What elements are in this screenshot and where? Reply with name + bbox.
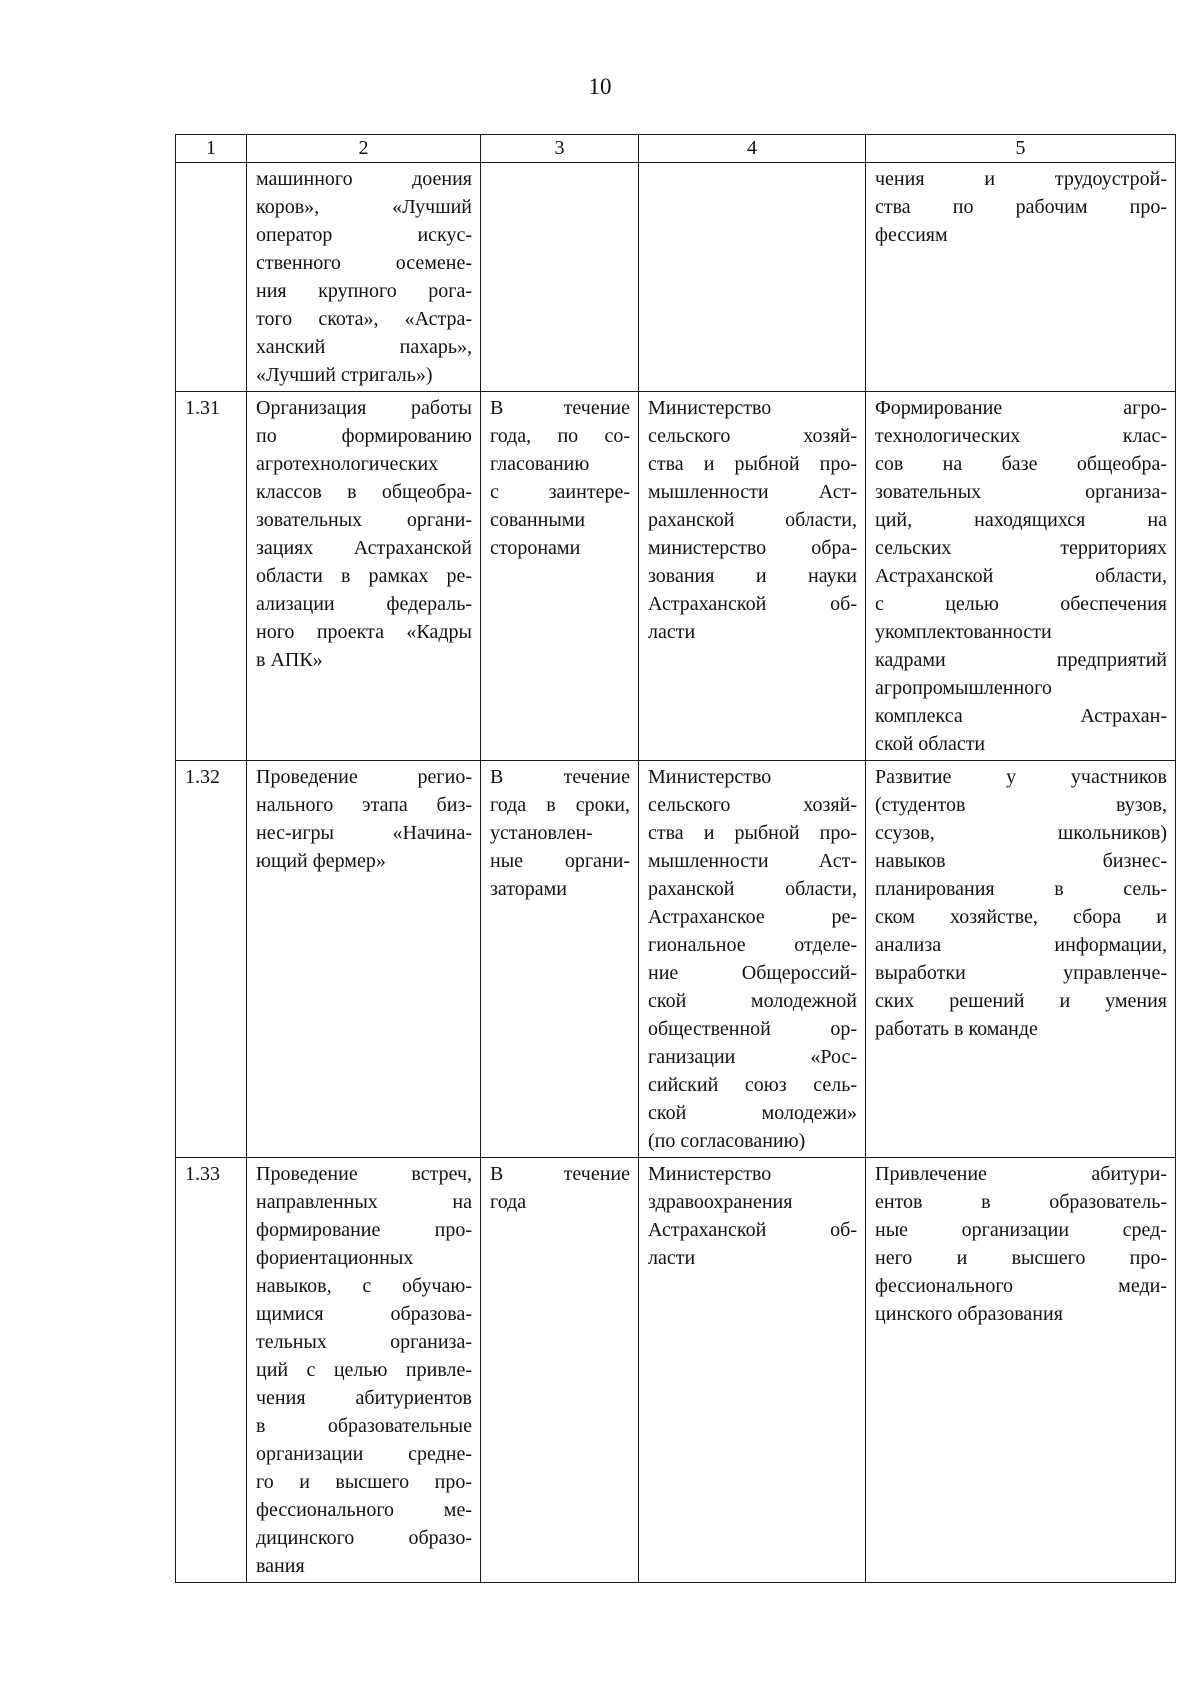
table-row [176, 392, 1176, 761]
cell-text-line: Министерство [648, 1163, 772, 1185]
result-cell [866, 392, 1176, 761]
cell-text-line: сов на базе общеобра- [875, 453, 1167, 475]
cell-text-line: ные органи- [490, 850, 630, 872]
cell-text-line: года [490, 1191, 527, 1213]
cell-text-line: агропромышленного [875, 677, 1052, 699]
period-cell [481, 392, 639, 761]
cell-text-line: зовательных органи- [256, 509, 472, 531]
cell-text-line: вания [256, 1555, 305, 1577]
cell-text-line: Министерство [648, 766, 772, 788]
table-row [176, 761, 1176, 1158]
executor-cell [639, 392, 866, 761]
activity-cell [247, 761, 481, 1158]
table-body [176, 163, 1176, 1583]
cell-text-line: работать в команде [875, 1018, 1038, 1040]
plan-table [175, 134, 1176, 1583]
cell-text-line: раханской области, [648, 509, 857, 531]
executor-cell [639, 163, 866, 392]
cell-text-line: ций, находящихся на [875, 509, 1167, 531]
cell-text-line: Министерство [648, 397, 772, 419]
cell-text-line: ния крупного рога- [256, 280, 472, 302]
cell-text-line: ссузов, школьников) [875, 822, 1167, 844]
cell-text-line: фессиям [875, 224, 948, 246]
column-number-header: 3 [481, 135, 639, 163]
cell-text-line: года в сроки, [490, 794, 630, 816]
cell-text-line: установлен- [490, 822, 593, 844]
activity-cell [247, 163, 481, 392]
cell-text-line: навыков, с обучаю- [256, 1275, 472, 1297]
cell-text-line: мышленности Аст- [648, 481, 857, 503]
item-number-cell: 1.32 [176, 761, 247, 1158]
cell-text-line: сельского хозяй- [648, 425, 857, 447]
cell-text-line: Астраханской об- [648, 593, 857, 615]
activity-cell [247, 1158, 481, 1583]
cell-text-line: ской области [875, 733, 986, 755]
cell-text-line: в АПК» [256, 649, 323, 671]
cell-text-line: кадрами предприятий [875, 649, 1167, 671]
cell-text-line: области в рамках ре- [256, 565, 472, 587]
cell-text-line: Проведение регио- [256, 766, 472, 788]
cell-text-line: ющий фермер» [256, 850, 386, 872]
column-number-header: 2 [247, 135, 481, 163]
page-number: 10 [588, 74, 612, 99]
cell-text-line: ской молодежной [648, 990, 857, 1012]
cell-text-line: В течение [490, 1163, 630, 1185]
cell-text-line: здравоохранения [648, 1191, 793, 1213]
cell-text-line: В течение [490, 397, 630, 419]
column-number-header: 5 [866, 135, 1176, 163]
cell-text-line: цинского образования [875, 1303, 1063, 1325]
cell-text-line: мышленности Аст- [648, 850, 857, 872]
cell-text-line: гласованию [490, 453, 590, 475]
cell-text-line: общественной ор- [648, 1018, 857, 1040]
cell-text-line: тельных организа- [256, 1331, 472, 1353]
cell-text-line: ласти [648, 1247, 696, 1269]
cell-text-line: ганизации «Рос- [648, 1046, 857, 1068]
cell-text-line: (студентов вузов, [875, 794, 1167, 816]
column-number-header: 1 [176, 135, 247, 163]
cell-text-line: нального этапа биз- [256, 794, 472, 816]
table-row [176, 1158, 1176, 1583]
cell-text-line: ства и рыбной про- [648, 822, 857, 844]
cell-text-line: анализа информации, [875, 934, 1167, 956]
cell-text-line: сованными [490, 509, 586, 531]
cell-text-line: зациях Астраханской [256, 537, 472, 559]
cell-text-line: ние Общероссий- [648, 962, 857, 984]
cell-text-line: сельского хозяй- [648, 794, 857, 816]
cell-text-line: ентов в образователь- [875, 1191, 1167, 1213]
cell-text-line: ные организации сред- [875, 1219, 1167, 1241]
cell-text-line: нес-игры «Начина- [256, 822, 472, 844]
cell-text-line: зовательных организа- [875, 481, 1167, 503]
cell-text-line: формирование про- [256, 1219, 472, 1241]
cell-text-line: выработки управленче- [875, 962, 1167, 984]
cell-text-line: Астраханской области, [875, 565, 1167, 587]
cell-text-line: классов в общеобра- [256, 481, 472, 503]
table-header-row [176, 135, 1176, 163]
cell-text-line: комплекса Астрахан- [875, 705, 1167, 727]
cell-text-line: го и высшего про- [256, 1471, 472, 1493]
cell-text-line: ханский пахарь», [256, 336, 472, 358]
cell-text-line: оператор искус- [256, 224, 472, 246]
cell-text-line: по формированию [256, 425, 472, 447]
cell-text-line: него и высшего про- [875, 1247, 1167, 1269]
executor-cell [639, 1158, 866, 1583]
cell-text-line: фессионального меди- [875, 1275, 1167, 1297]
cell-text-line: зования и науки [648, 565, 857, 587]
cell-text-line: ственного осемене- [256, 252, 472, 274]
cell-text-line: заторами [490, 878, 567, 900]
cell-text-line: планирования в сель- [875, 878, 1167, 900]
cell-text-line: Астраханской об- [648, 1219, 857, 1241]
cell-text-line: укомплектованности [875, 621, 1052, 643]
cell-text-line: сельских территориях [875, 537, 1167, 559]
cell-text-line: ласти [648, 621, 696, 643]
cell-text-line: ализации федераль- [256, 593, 472, 615]
executor-cell [639, 761, 866, 1158]
activity-cell [247, 392, 481, 761]
cell-text-line: машинного доения [256, 168, 472, 190]
cell-text-line: коров», «Лучший [256, 196, 472, 218]
cell-text-line: фориентационных [256, 1247, 414, 1269]
item-number-cell: 1.31 [176, 392, 247, 761]
cell-text-line: ских решений и умения [875, 990, 1167, 1012]
cell-text-line: Привлечение абитури- [875, 1163, 1167, 1185]
cell-text-line: Развитие у участников [875, 766, 1167, 788]
table-row [176, 163, 1176, 392]
cell-text-line: технологических клас- [875, 425, 1167, 447]
cell-text-line: раханской области, [648, 878, 857, 900]
cell-text-line: дицинского образо- [256, 1527, 472, 1549]
cell-text-line: Организация работы [256, 397, 472, 419]
result-cell [866, 1158, 1176, 1583]
cell-text-line: направленных на [256, 1191, 472, 1213]
cell-text-line: организации средне- [256, 1443, 472, 1465]
cell-text-line: чения абитуриентов [256, 1387, 472, 1409]
cell-text-line: гиональное отделе- [648, 934, 857, 956]
cell-text-line: В течение [490, 766, 630, 788]
cell-text-line: агротехнологических [256, 453, 439, 475]
cell-text-line: ской молодежи» [648, 1102, 857, 1124]
cell-text-line: Проведение встреч, [256, 1163, 472, 1185]
cell-text-line: ства и рыбной про- [648, 453, 857, 475]
cell-text-line: щимися образова- [256, 1303, 472, 1325]
cell-text-line: в образовательные [256, 1415, 472, 1437]
item-number-cell: 1.33 [176, 1158, 247, 1583]
cell-text-line: ного проекта «Кадры [256, 621, 472, 643]
cell-text-line: ском хозяйстве, сбора и [875, 906, 1167, 928]
result-cell [866, 761, 1176, 1158]
period-cell [481, 1158, 639, 1583]
cell-text-line: навыков бизнес- [875, 850, 1167, 872]
cell-text-line: фессионального ме- [256, 1499, 472, 1521]
cell-text-line: сийский союз сель- [648, 1074, 857, 1096]
cell-text-line: ства по рабочим про- [875, 196, 1167, 218]
cell-text-line: (по согласованию) [648, 1130, 806, 1152]
item-number-cell [176, 163, 247, 392]
period-cell [481, 163, 639, 392]
cell-text-line: ций с целью привле- [256, 1359, 472, 1381]
cell-text-line: сторонами [490, 537, 581, 559]
period-cell [481, 761, 639, 1158]
result-cell [866, 163, 1176, 392]
cell-text-line: с целью обеспечения [875, 593, 1167, 615]
cell-text-line: чения и трудоустрой- [875, 168, 1167, 190]
cell-text-line: министерство обра- [648, 537, 857, 559]
cell-text-line: Формирование агро- [875, 397, 1167, 419]
cell-text-line: года, по со- [490, 425, 630, 447]
column-number-header: 4 [639, 135, 866, 163]
cell-text-line: с заинтере- [490, 481, 630, 503]
cell-text-line: того скота», «Астра- [256, 308, 472, 330]
cell-text-line: Астраханское ре- [648, 906, 857, 928]
cell-text-line: «Лучший стригаль») [256, 364, 433, 386]
